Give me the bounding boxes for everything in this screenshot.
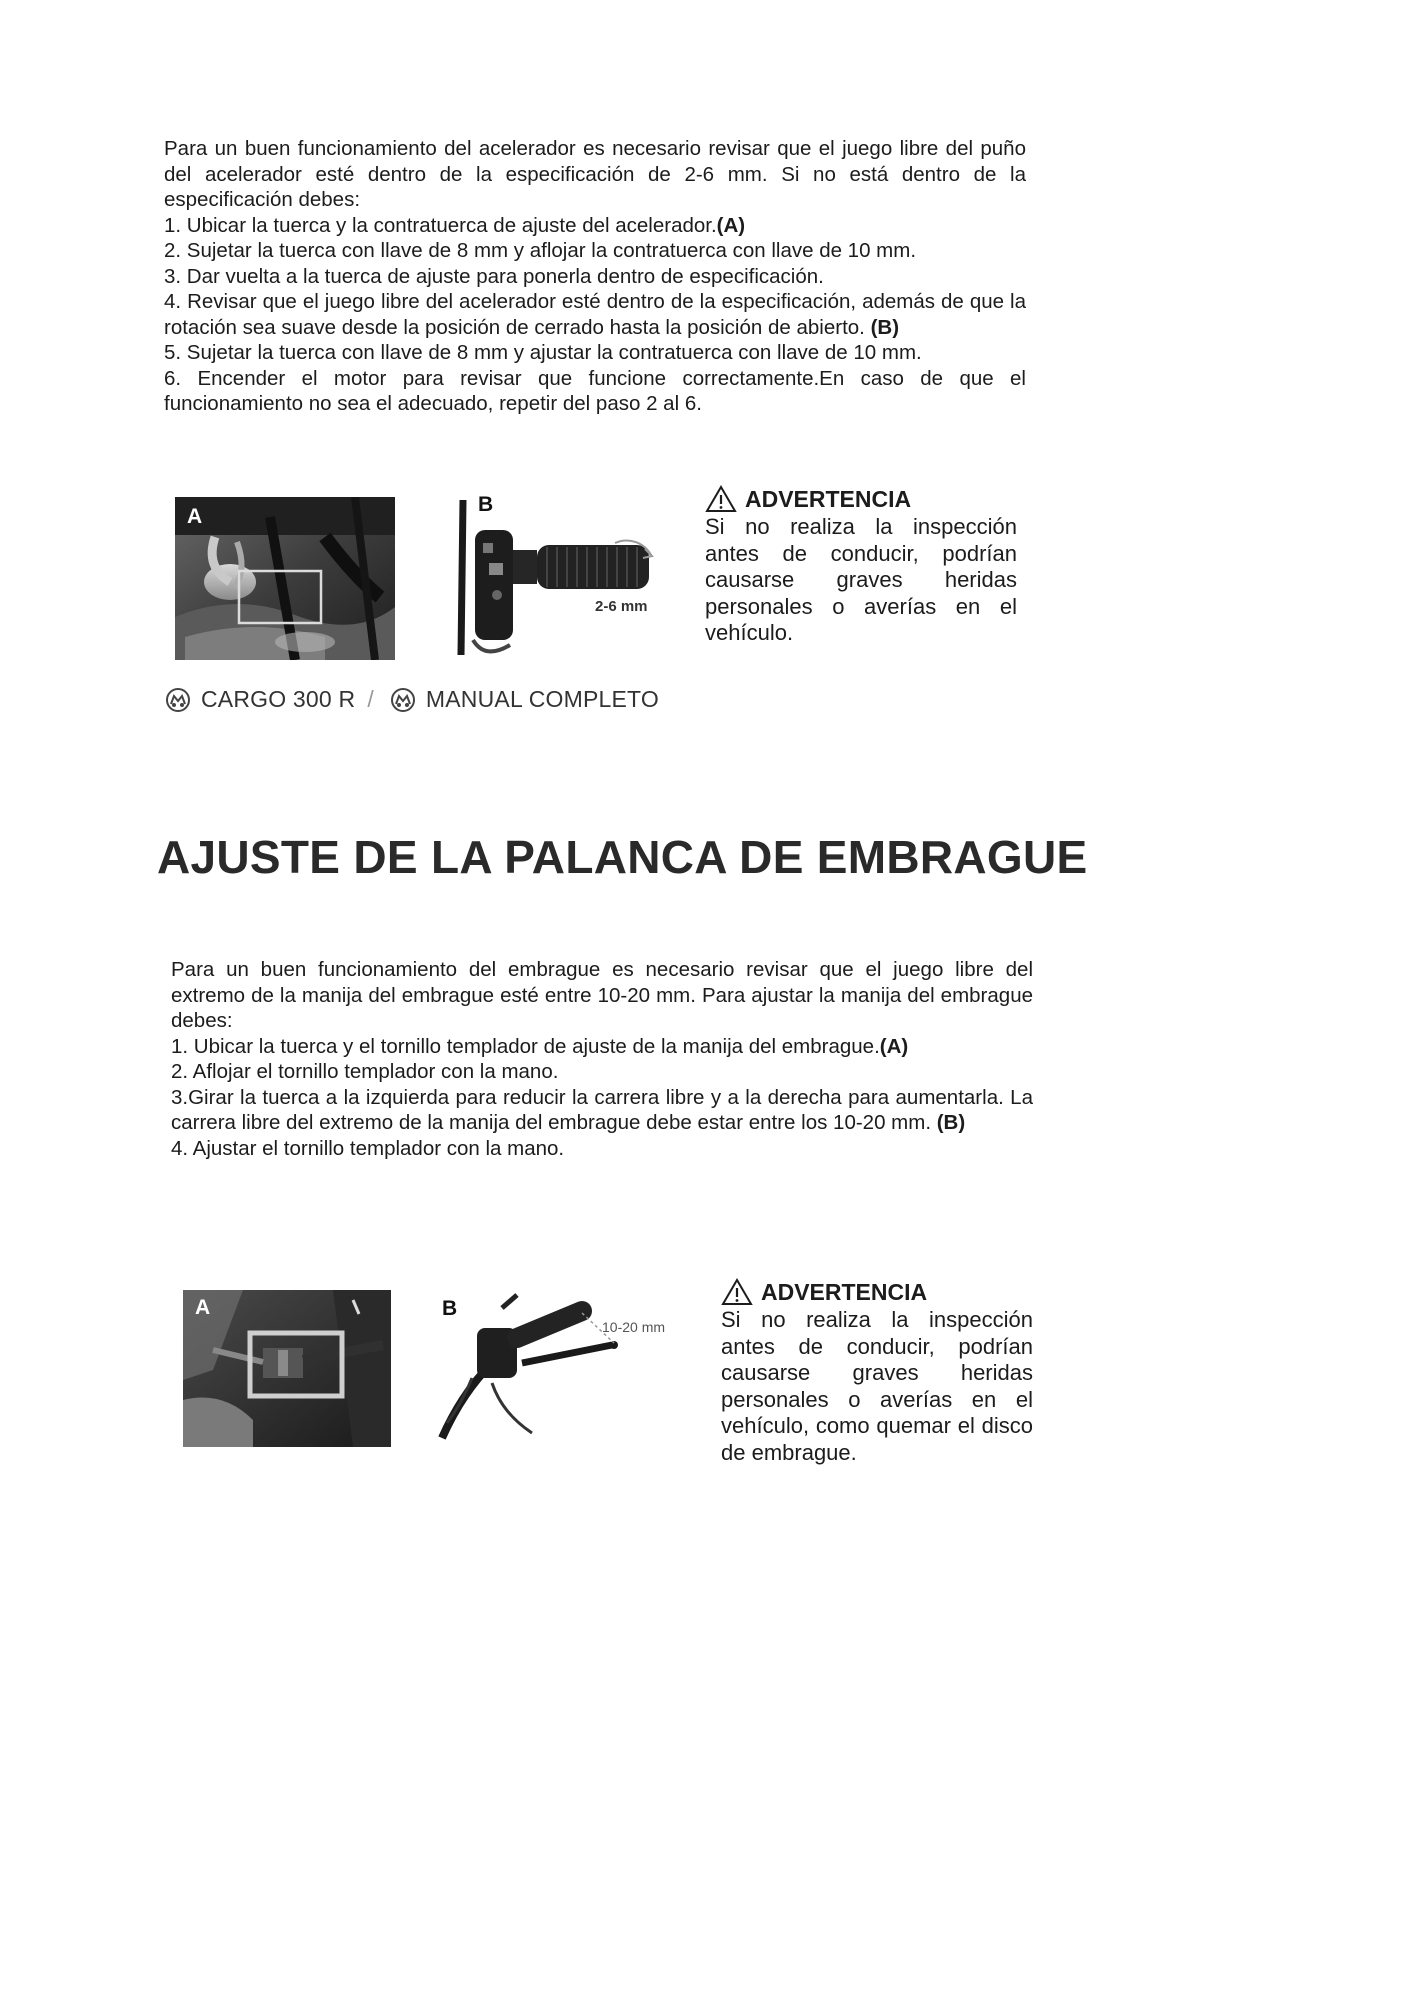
warning-triangle-icon xyxy=(705,485,737,513)
photo-label-b: B xyxy=(478,495,494,516)
throttle-photo-b xyxy=(455,495,680,660)
throttle-step-4: 4. Revisar que el juego libre del acelerador esté dentro de la especificación, además de que la rotación sea suave desde la posición de cerrado hasta la posición de abierto. (B) xyxy=(164,290,1026,339)
throttle-warning xyxy=(705,485,1017,647)
clutch-warning xyxy=(721,1278,1033,1466)
warning-triangle-icon xyxy=(721,1278,753,1306)
throttle-free-play-measure: 2-6 mm xyxy=(595,598,648,615)
footer-separator: / xyxy=(367,686,374,712)
footer-model[interactable]: CARGO 300 R xyxy=(201,686,356,712)
clutch-photo-b xyxy=(432,1283,687,1448)
page-footer xyxy=(165,686,659,713)
clutch-step-1: 1. Ubicar la tuerca y el tornillo templador de ajuste de la manija del embrague.(A) xyxy=(171,1034,909,1058)
footer-manual[interactable]: MANUAL COMPLETO xyxy=(425,686,659,712)
clutch-intro: Para un buen funcionamiento del embrague es necesario revisar que el juego libre del extremo de la manija del embrague esté entre 10-20 mm. Para ajustar la manija del embrague debes: xyxy=(171,958,1033,1032)
clutch-photo-a xyxy=(183,1290,391,1447)
clutch-lever-illustration xyxy=(432,1283,687,1448)
photo-label-a: A xyxy=(195,1296,211,1319)
throttle-instructions xyxy=(164,136,1026,417)
clutch-adjuster-illustration xyxy=(183,1290,391,1447)
throttle-intro: Para un buen funcionamiento del acelerador es necesario revisar que el juego libre del puño del acelerador esté dentro de la especificación de 2-6 mm. Si no está dentro de la especificación debes: xyxy=(164,137,1026,211)
throttle-step-1: 1. Ubicar la tuerca y la contratuerca de ajuste del acelerador.(A) xyxy=(164,213,746,237)
clutch-instructions xyxy=(171,957,1033,1161)
throttle-step-5: 5. Sujetar la tuerca con llave de 8 mm y ajustar la contratuerca con llave de 10 mm. xyxy=(164,341,922,364)
clutch-free-play-measure: 10-20 mm xyxy=(602,1319,666,1335)
section-title: AJUSTE DE LA PALANCA DE EMBRAGUE xyxy=(157,831,1088,883)
warning-title: ADVERTENCIA xyxy=(745,485,912,512)
warning-text: Si no realiza la inspección antes de conducir, podrían causarse graves heridas personales o averías en el vehículo, como quemar el disco de embrague. xyxy=(721,1307,1033,1465)
brand-logo-icon xyxy=(390,687,416,713)
throttle-step-2: 2. Sujetar la tuerca con llave de 8 mm y aflojar la contratuerca con llave de 10 mm. xyxy=(164,239,917,262)
throttle-step-3: 3. Dar vuelta a la tuerca de ajuste para ponerla dentro de especificación. xyxy=(164,264,824,288)
brand-logo-icon xyxy=(165,687,191,713)
throttle-nut-illustration xyxy=(175,497,395,660)
throttle-photo-a xyxy=(175,497,395,660)
warning-text: Si no realiza la inspección antes de conducir, podrían causarse graves heridas personales o averías en el vehículo. xyxy=(705,514,1017,645)
warning-heading xyxy=(721,1278,1033,1306)
warning-heading xyxy=(705,485,1017,513)
throttle-step-6: 6. Encender el motor para revisar que funcione correctamente.En caso de que el funcionamiento no sea el adecuado, repetir del paso 2 al 6. xyxy=(164,366,1026,415)
photo-label-b: B xyxy=(442,1297,458,1320)
photo-label-a: A xyxy=(187,505,203,528)
clutch-step-4: 4. Ajustar el tornillo templador con la mano. xyxy=(171,1136,565,1160)
clutch-step-3: 3.Girar la tuerca a la izquierda para reducir la carrera libre y a la derecha para aumentarla. La carrera libre del extremo de la manija del embrague debe estar entre los 10-20 mm. (B) xyxy=(171,1085,1033,1134)
throttle-grip-illustration xyxy=(455,495,680,660)
warning-title: ADVERTENCIA xyxy=(761,1278,928,1305)
clutch-step-2: 2. Aflojar el tornillo templador con la mano. xyxy=(171,1060,559,1083)
